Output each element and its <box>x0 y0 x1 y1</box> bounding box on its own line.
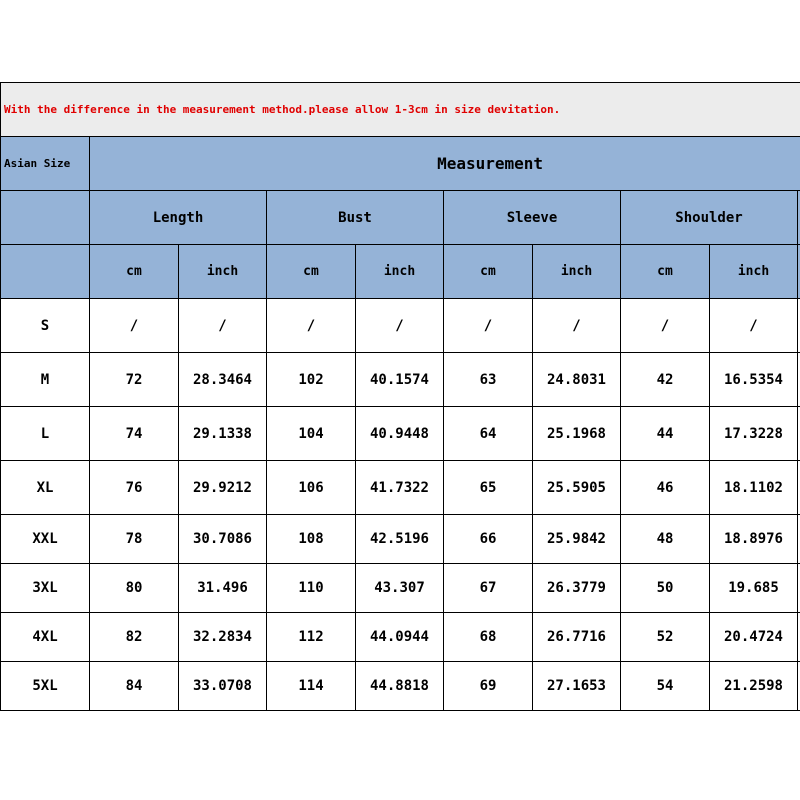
value-cell: 26.3779 <box>533 564 621 613</box>
value-cell: 74 <box>90 407 179 461</box>
table-row <box>1 461 800 515</box>
size-cell: 5XL <box>1 662 90 711</box>
value-cell: / <box>267 299 356 353</box>
unit-header: cm <box>444 245 533 299</box>
size-cell: 3XL <box>1 564 90 613</box>
value-cell: 44.8818 <box>356 662 444 711</box>
value-cell: 41.7322 <box>356 461 444 515</box>
measurement-header: Measurement <box>90 137 800 191</box>
value-cell: 72 <box>90 353 179 407</box>
value-cell: 25.9842 <box>533 515 621 564</box>
value-cell: 65 <box>444 461 533 515</box>
unit-header: cm <box>621 245 710 299</box>
unit-header: inch <box>356 245 444 299</box>
value-cell: 63 <box>444 353 533 407</box>
value-cell: / <box>621 299 710 353</box>
value-cell: 42.5196 <box>356 515 444 564</box>
value-cell: 25.1968 <box>533 407 621 461</box>
value-cell: 50 <box>621 564 710 613</box>
value-cell: 104 <box>267 407 356 461</box>
value-cell: 43.307 <box>356 564 444 613</box>
value-cell: 25.5905 <box>533 461 621 515</box>
header-blank-cell <box>1 191 90 245</box>
sleeve-header: Sleeve <box>444 191 621 245</box>
unit-header: inch <box>179 245 267 299</box>
value-cell: / <box>356 299 444 353</box>
value-cell: 33.0708 <box>179 662 267 711</box>
length-header: Length <box>90 191 267 245</box>
value-cell: 20.4724 <box>710 613 798 662</box>
note-row <box>1 83 800 137</box>
value-cell: 66 <box>444 515 533 564</box>
size-cell: S <box>1 299 90 353</box>
value-cell: 110 <box>267 564 356 613</box>
value-cell: 40.1574 <box>356 353 444 407</box>
value-cell: / <box>179 299 267 353</box>
table-row <box>1 613 800 662</box>
value-cell: 67 <box>444 564 533 613</box>
table-row <box>1 353 800 407</box>
unit-header: inch <box>710 245 798 299</box>
asian-size-header: Asian Size <box>1 137 90 191</box>
value-cell: 19.685 <box>710 564 798 613</box>
value-cell: 46 <box>621 461 710 515</box>
value-cell: / <box>710 299 798 353</box>
value-cell: / <box>533 299 621 353</box>
value-cell: 76 <box>90 461 179 515</box>
value-cell: 44 <box>621 407 710 461</box>
table-row <box>1 564 800 613</box>
value-cell: / <box>90 299 179 353</box>
value-cell: 42 <box>621 353 710 407</box>
value-cell: 54 <box>621 662 710 711</box>
value-cell: 31.496 <box>179 564 267 613</box>
header-row-measurement <box>1 137 800 191</box>
value-cell: 27.1653 <box>533 662 621 711</box>
value-cell: 28.3464 <box>179 353 267 407</box>
value-cell: 32.2834 <box>179 613 267 662</box>
value-cell: 82 <box>90 613 179 662</box>
header-row-units <box>1 245 800 299</box>
value-cell: 18.8976 <box>710 515 798 564</box>
size-cell: M <box>1 353 90 407</box>
value-cell: 48 <box>621 515 710 564</box>
value-cell: 29.1338 <box>179 407 267 461</box>
size-deviation-note: With the difference in the measurement method.please allow 1-3cm in size devitation. <box>1 83 800 137</box>
value-cell: 21.2598 <box>710 662 798 711</box>
size-cell: XL <box>1 461 90 515</box>
value-cell: 64 <box>444 407 533 461</box>
value-cell: 17.3228 <box>710 407 798 461</box>
header-blank-cell <box>1 245 90 299</box>
size-cell: L <box>1 407 90 461</box>
value-cell: 40.9448 <box>356 407 444 461</box>
unit-header: cm <box>90 245 179 299</box>
value-cell: 29.9212 <box>179 461 267 515</box>
value-cell: 108 <box>267 515 356 564</box>
value-cell: 30.7086 <box>179 515 267 564</box>
value-cell: 24.8031 <box>533 353 621 407</box>
size-table <box>0 82 800 711</box>
table-row <box>1 662 800 711</box>
table-row <box>1 515 800 564</box>
value-cell: 18.1102 <box>710 461 798 515</box>
value-cell: 69 <box>444 662 533 711</box>
value-cell: 80 <box>90 564 179 613</box>
value-cell: 112 <box>267 613 356 662</box>
unit-header: inch <box>533 245 621 299</box>
size-cell: 4XL <box>1 613 90 662</box>
table-row <box>1 407 800 461</box>
bust-header: Bust <box>267 191 444 245</box>
value-cell: 102 <box>267 353 356 407</box>
shoulder-header: Shoulder <box>621 191 798 245</box>
value-cell: 84 <box>90 662 179 711</box>
table-row <box>1 299 800 353</box>
value-cell: 26.7716 <box>533 613 621 662</box>
value-cell: 52 <box>621 613 710 662</box>
unit-header: cm <box>267 245 356 299</box>
value-cell: 44.0944 <box>356 613 444 662</box>
value-cell: 16.5354 <box>710 353 798 407</box>
value-cell: 106 <box>267 461 356 515</box>
value-cell: 114 <box>267 662 356 711</box>
size-cell: XXL <box>1 515 90 564</box>
value-cell: / <box>444 299 533 353</box>
value-cell: 78 <box>90 515 179 564</box>
size-chart <box>0 82 800 718</box>
header-row-groups <box>1 191 800 245</box>
value-cell: 68 <box>444 613 533 662</box>
